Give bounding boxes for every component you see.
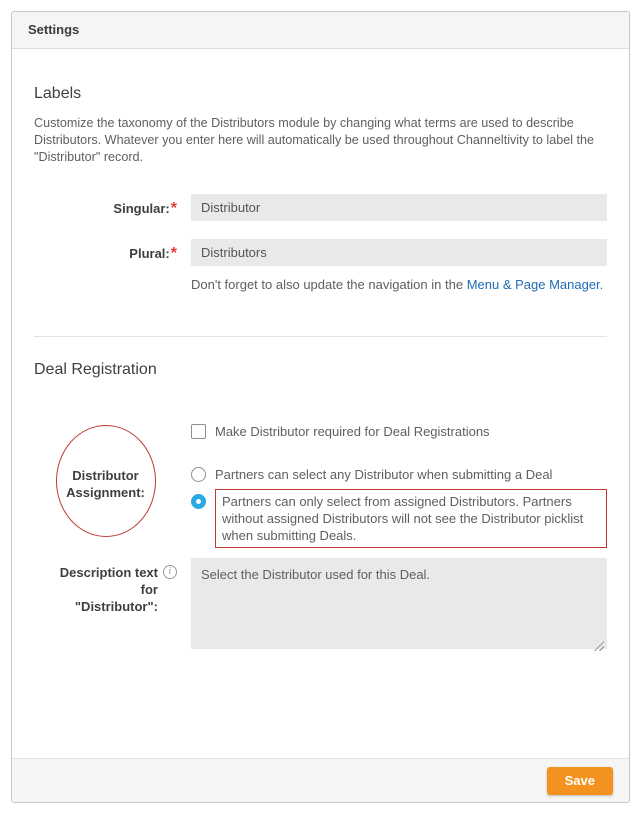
settings-card <box>11 11 630 803</box>
assignment-label-col <box>34 423 177 548</box>
card-footer <box>12 758 629 802</box>
singular-label: Singular: <box>113 201 170 216</box>
card-header <box>12 12 629 49</box>
distributor-required-checkbox[interactable] <box>191 424 206 439</box>
any-distributor-radio[interactable] <box>191 467 206 482</box>
plural-label: Plural: <box>129 246 170 261</box>
distributor-assignment-label: Distributor Assignment: <box>66 468 145 500</box>
singular-required-asterisk: * <box>170 200 177 217</box>
plural-row <box>34 239 607 294</box>
plural-label-col <box>34 239 177 294</box>
required-checkbox-label: Make Distributor required for Deal Registrations <box>215 424 490 439</box>
plural-help-text <box>191 276 607 294</box>
info-icon[interactable]: i <box>163 565 177 579</box>
description-textarea[interactable] <box>191 558 607 649</box>
plural-required-asterisk: * <box>170 245 177 262</box>
plural-help-suffix: . <box>599 277 604 292</box>
save-button[interactable]: Save <box>547 767 613 795</box>
singular-label-col <box>34 194 177 221</box>
assigned-distributor-radio-label: Partners can only select from assigned Distributors. Partners without assigned Distributors will not see the Distributor picklist when submitting Deals. <box>215 489 607 548</box>
plural-input[interactable] <box>191 239 607 266</box>
labels-heading: Labels <box>34 85 82 102</box>
assigned-distributor-radio[interactable] <box>191 494 206 509</box>
radio-dot <box>196 499 201 504</box>
singular-row <box>34 194 607 221</box>
card-body <box>12 49 629 758</box>
description-text-row <box>34 558 607 654</box>
description-field-col <box>191 558 607 654</box>
description-textarea-wrap <box>191 558 607 654</box>
singular-input[interactable] <box>191 194 607 221</box>
assigned-distributor-radio-row <box>191 493 607 548</box>
any-distributor-radio-label: Partners can select any Distributor when submitting a Deal <box>215 467 553 482</box>
labels-description: Customize the taxonomy of the Distributors module by changing what terms are used to describe Distributors. Whatever you enter here will automatically be used throughout Channeltivity to label the "Distributor" record. <box>34 116 595 164</box>
deal-registration-heading: Deal Registration <box>34 361 157 378</box>
description-text-label: Description text for "Distributor": <box>59 565 158 614</box>
singular-field-col <box>191 194 607 221</box>
plural-field-col <box>191 239 607 294</box>
plural-help-prefix: Don't forget to also update the navigation in the <box>191 277 467 292</box>
required-checkbox-row <box>191 423 607 440</box>
page-title: Settings <box>28 22 80 37</box>
deal-registration-section <box>34 361 607 654</box>
description-label-col <box>34 558 177 654</box>
any-distributor-radio-row <box>191 466 607 483</box>
menu-page-manager-link[interactable]: Menu & Page Manager <box>466 277 600 292</box>
assignment-options-col <box>191 423 607 548</box>
labels-section <box>34 85 607 294</box>
distributor-assignment-row <box>34 423 607 548</box>
section-divider <box>34 336 607 337</box>
